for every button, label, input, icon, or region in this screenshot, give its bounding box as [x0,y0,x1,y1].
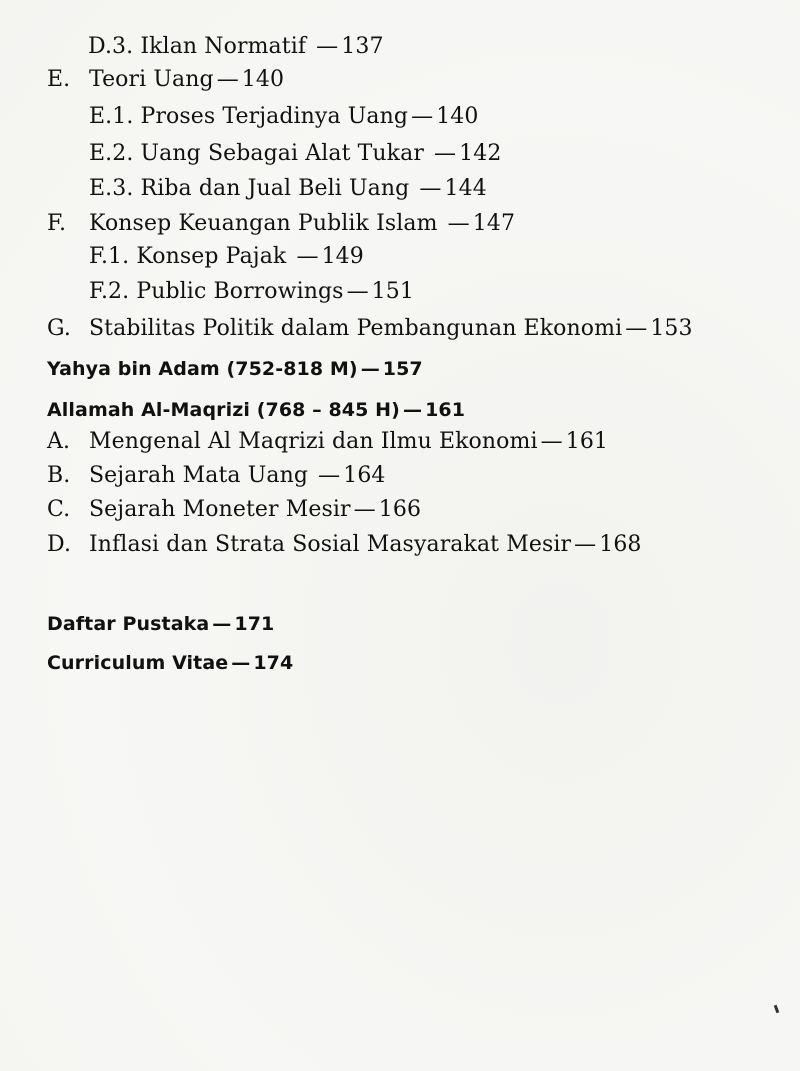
toc-entry-e3 [89,175,487,203]
toc-dash: — [402,399,423,421]
toc-dash: — [216,67,239,92]
toc-title: E.2. Uang Sebagai Alat Tukar [89,141,424,166]
toc-page-number: 174 [253,652,294,674]
toc-title: Inflasi dan Strata Sosial Masyarakat Mesir [89,532,572,557]
toc-chapter-maqrizi [47,396,465,424]
toc-page-number: 168 [599,532,642,557]
toc-page-number: 166 [378,497,422,522]
toc-dash: — [360,358,380,380]
toc-page-number: 164 [343,463,386,488]
toc-title: Mengenal Al Maqrizi dan Ilmu Ekonomi [89,429,538,454]
toc-page-number: 171 [234,613,275,635]
toc-title: Curriculum Vitae [47,652,229,674]
toc-dash: — [231,652,251,674]
toc-letter: E. [47,67,71,92]
toc-title: Konsep Keuangan Publik Islam [89,211,438,236]
toc-page-number: 151 [371,279,414,304]
toc-dash: — [625,316,648,341]
toc-dash: — [318,463,341,488]
toc-entry-c [47,496,421,524]
toc-entry-e1 [89,103,478,131]
toc-title: Allamah Al-Maqrizi (768 – 845 H) [47,399,400,421]
toc-page-number: 140 [436,104,479,129]
toc-page-number: 144 [444,176,487,201]
toc-chapter-curriculum-vitae [47,649,293,677]
toc-dash: — [447,211,470,236]
toc-title: F.2. Public Borrowings [89,279,344,304]
toc-dash: — [212,613,232,635]
toc-entry-e [47,66,284,94]
toc-dash: — [540,429,563,454]
toc-entry-e2 [89,140,501,168]
toc-title: E.3. Riba dan Jual Beli Uang [89,176,410,201]
toc-title: Yahya bin Adam (752-818 M) [47,358,358,380]
toc-dash: — [434,141,457,166]
toc-title: Sejarah Moneter Mesir [89,497,351,522]
toc-page-number: 140 [241,67,285,92]
toc-letter: D. [47,532,72,557]
toc-page-number: 157 [382,358,423,380]
toc-entry-b [47,462,386,490]
toc-title: Teori Uang [89,67,214,92]
toc-chapter-daftar-pustaka [47,610,274,638]
toc-page-number: 147 [472,211,516,236]
toc-dash: — [419,176,442,201]
toc-entry-f [47,210,515,238]
toc-page-number: 149 [321,244,364,269]
toc-entry-a [47,428,608,456]
toc-title: Stabilitas Politik dalam Pembangunan Ekonomi [89,316,623,341]
toc-page-number: 153 [650,316,693,341]
toc-dash: — [346,279,369,304]
toc-dash: — [411,104,434,129]
toc-letter: C. [47,497,71,522]
toc-title: Sejarah Mata Uang [89,463,309,488]
toc-dash: — [574,532,597,557]
toc-dash: — [316,34,339,59]
toc-title: F.1. Konsep Pajak [89,244,287,269]
toc-letter: F. [47,211,67,236]
toc-title: E.1. Proses Terjadinya Uang [89,104,409,129]
toc-letter: B. [47,463,71,488]
toc-letter: G. [47,316,71,341]
toc-chapter-yahya [47,355,423,383]
toc-title: D.3. Iklan Normatif [88,34,307,59]
toc-dash: — [353,497,376,522]
toc-entry-f2 [89,278,414,306]
toc-page-number: 137 [341,34,384,59]
toc-entry-d3 [88,33,384,61]
toc-entry-d [47,531,642,559]
toc-page-number: 142 [459,141,502,166]
toc-page-number: 161 [425,399,466,421]
toc-letter: A. [47,429,71,454]
toc-title: Daftar Pustaka [47,613,210,635]
toc-page-number: 161 [565,429,609,454]
toc-entry-f1 [89,243,364,271]
toc-dash: — [296,244,319,269]
toc-entry-g [47,315,693,343]
